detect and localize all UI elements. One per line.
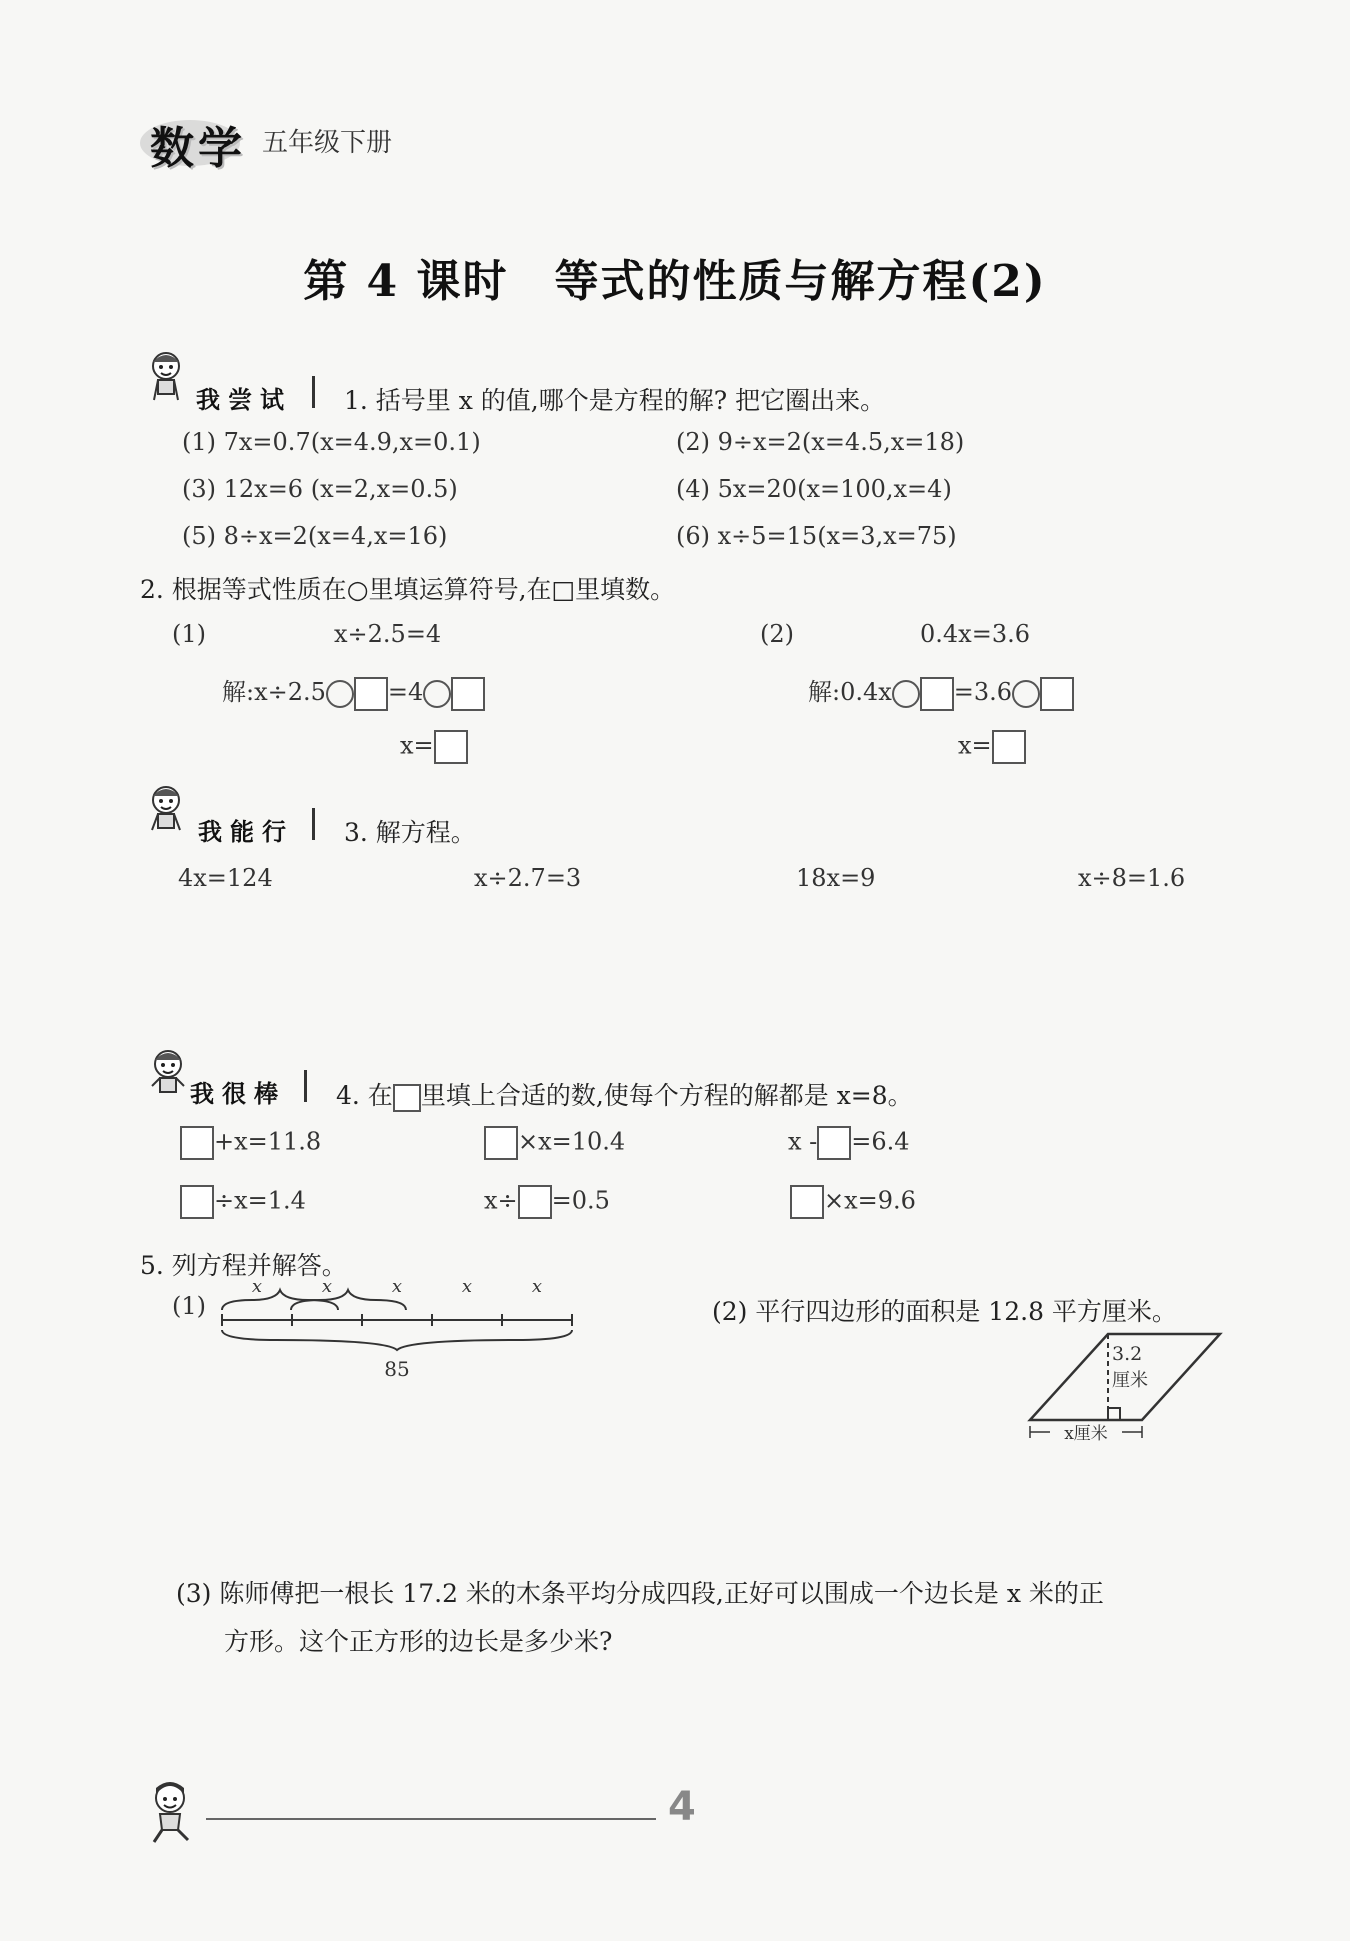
q1-prompt: 1. 括号里 x 的值,哪个是方程的解? 把它圈出来。	[344, 386, 886, 415]
q2-part2-result: x=	[958, 730, 1026, 764]
line-segment-diagram	[216, 1280, 578, 1390]
q4-row1-a: +x=11.8	[180, 1126, 321, 1160]
height-value: 3.2	[1112, 1343, 1143, 1365]
section-label-try: 我尝试	[196, 386, 292, 414]
q3-equation-1: 4x=124	[178, 864, 273, 892]
q4-row1-c: x - =6.4	[788, 1126, 910, 1160]
segment-label: x	[531, 1280, 543, 1297]
section-divider	[312, 376, 315, 408]
q2-part2-solution: 解:0.4x =3.6	[808, 672, 1074, 711]
q5-part3-line2: 方形。这个正方形的边长是多少米?	[224, 1627, 613, 1656]
segment-label: x	[251, 1280, 263, 1297]
answer-box[interactable]	[484, 1126, 518, 1160]
parallelogram-diagram	[1020, 1328, 1230, 1448]
answer-box[interactable]	[1040, 677, 1074, 711]
q1-item-1: (1) 7x=0.7(x=4.9,x=0.1)	[182, 428, 481, 456]
q4-prompt: 4. 在 里填上合适的数,使每个方程的解都是 x=8。	[336, 1081, 913, 1110]
q5-part2-prompt: (2) 平行四边形的面积是 12.8 平方厘米。	[712, 1297, 1177, 1326]
answer-box[interactable]	[992, 730, 1026, 764]
segment-label: x	[461, 1280, 473, 1297]
q1-item-4: (4) 5x=20(x=100,x=4)	[676, 475, 952, 503]
q3-equation-4: x÷8=1.6	[1078, 864, 1186, 892]
q1-item-2: (2) 9÷x=2(x=4.5,x=18)	[676, 428, 965, 456]
q4-row2-c: ×x=9.6	[790, 1185, 916, 1219]
answer-box[interactable]	[180, 1185, 214, 1219]
operator-circle[interactable]	[423, 680, 451, 708]
q1-item-6: (6) x÷5=15(x=3,x=75)	[676, 522, 957, 550]
q2-part1-label: (1)	[172, 620, 206, 648]
segment-label: x	[391, 1280, 403, 1297]
section-label-can: 我能行	[198, 818, 294, 846]
answer-box[interactable]	[451, 677, 485, 711]
mascot-girl-icon	[140, 782, 192, 840]
q3-equation-2: x÷2.7=3	[474, 864, 582, 892]
q4-row2-a: ÷x=1.4	[180, 1185, 306, 1219]
section-divider	[312, 808, 315, 840]
q5-part3-line1: (3) 陈师傅把一根长 17.2 米的木条平均分成四段,正好可以围成一个边长是 x 米的正	[176, 1579, 1104, 1608]
answer-box[interactable]	[518, 1185, 552, 1219]
page-number: 4	[668, 1784, 696, 1830]
mascot-boy-icon	[142, 1778, 202, 1848]
height-unit: 厘米	[1112, 1370, 1148, 1391]
section-divider	[304, 1070, 307, 1102]
answer-box[interactable]	[180, 1126, 214, 1160]
mascot-girl-icon	[142, 1046, 194, 1104]
segment-label: x	[321, 1280, 333, 1297]
header-subject: 数学	[150, 123, 246, 174]
answer-box[interactable]	[434, 730, 468, 764]
total-label: 85	[384, 1357, 410, 1381]
q2-part1-result: x=	[400, 730, 468, 764]
page-title: 第 4 课时 等式的性质与解方程(2)	[303, 256, 1047, 307]
q2-part1-solution: 解:x÷2.5 =4	[222, 672, 485, 711]
q1-item-3: (3) 12x=6 (x=2,x=0.5)	[182, 475, 458, 503]
answer-box[interactable]	[817, 1126, 851, 1160]
q2-part1-equation: x÷2.5=4	[334, 620, 442, 648]
q4-row1-b: ×x=10.4	[484, 1126, 625, 1160]
prompt-box-icon	[393, 1084, 421, 1112]
mascot-girl-icon	[140, 348, 192, 406]
answer-box[interactable]	[790, 1185, 824, 1219]
q2-part2-label: (2)	[760, 620, 794, 648]
answer-box[interactable]	[920, 677, 954, 711]
operator-circle[interactable]	[892, 680, 920, 708]
operator-circle[interactable]	[1012, 680, 1040, 708]
footer-rule	[206, 1818, 656, 1820]
section-label-great: 我很棒	[190, 1080, 286, 1108]
base-label: x厘米	[1064, 1424, 1108, 1444]
operator-circle[interactable]	[326, 680, 354, 708]
q3-prompt: 3. 解方程。	[344, 818, 476, 847]
q5-prompt: 5. 列方程并解答。	[140, 1251, 347, 1280]
answer-box[interactable]	[354, 677, 388, 711]
q3-equation-3: 18x=9	[796, 864, 876, 892]
q2-part2-equation: 0.4x=3.6	[920, 620, 1030, 648]
q2-prompt: 2. 根据等式性质在○里填运算符号,在□里填数。	[140, 575, 676, 604]
q4-row2-b: x÷ =0.5	[484, 1185, 610, 1219]
q1-item-5: (5) 8÷x=2(x=4,x=16)	[182, 522, 448, 550]
header-grade: 五年级下册	[262, 128, 393, 158]
q5-part1-label: (1)	[172, 1292, 206, 1320]
